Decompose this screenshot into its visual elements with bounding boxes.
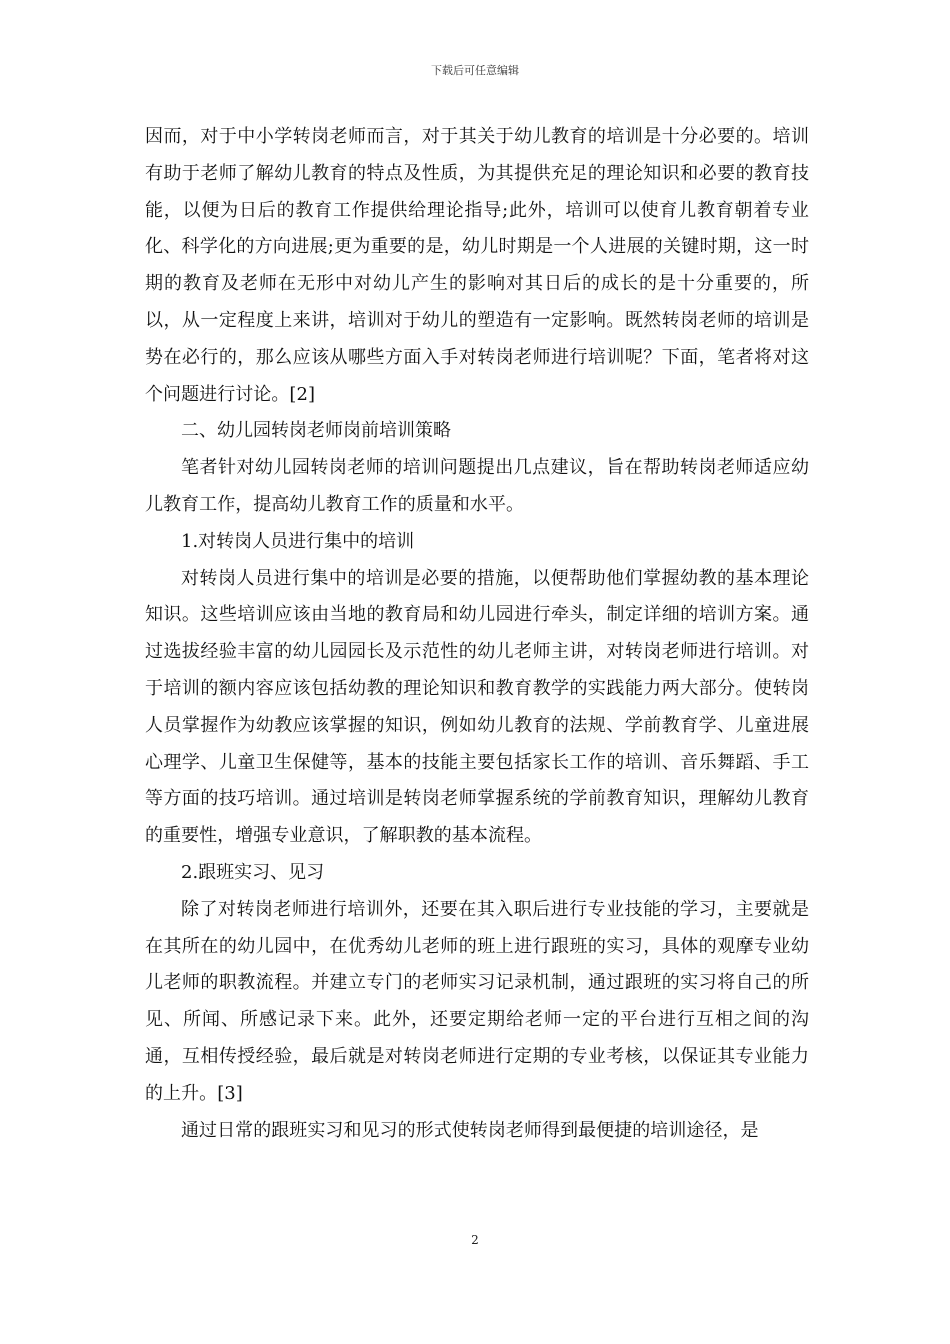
- subheading-1: 1.对转岗人员进行集中的培训: [181, 530, 415, 552]
- paragraph-5: 通过日常的跟班实习和见习的形式使转岗老师得到最便捷的培训途径，是: [181, 1119, 759, 1141]
- section-heading: 二、幼儿园转岗老师岗前培训策略: [181, 420, 451, 442]
- page-header: 下载后可任意编辑: [431, 64, 519, 77]
- paragraph-2: 笔者针对幼儿园转岗老师的培训问题提出几点建议，旨在帮助转岗老师适应幼儿教育工作，提高幼儿教育工作的质量和水平。: [145, 457, 809, 515]
- subheading-2: 2.跟班实习、见习: [181, 861, 325, 883]
- paragraph-4: 除了对转岗老师进行培训外，还要在其入职后进行专业技能的学习，主要就是在其所在的幼儿园中，在优秀幼儿老师的班上进行跟班的实习，具体的观摩专业幼儿老师的职教流程。并建立专门的老师实习记录机制，通过跟班的实习将自己的所见、所闻、所感记录下来。此外，还要定期给老师一定的平台进行互相之间的沟通，互相传授经验，最后就是对转岗老师进行定期的专业考核，以保证其专业能力的上升。[3]: [145, 898, 809, 1104]
- document-body: [145, 119, 809, 1149]
- paragraph-3: 对转岗人员进行集中的培训是必要的措施，以便帮助他们掌握幼教的基本理论知识。这些培训应该由当地的教育局和幼儿园进行牵头，制定详细的培训方案。通过选拔经验丰富的幼儿园园长及示范性的幼儿老师主讲，对转岗老师进行培训。对于培训的额内容应该包括幼教的理论知识和教育教学的实践能力两大部分。使转岗人员掌握作为幼教应该掌握的知识，例如幼儿教育的法规、学前教育学、儿童进展心理学、儿童卫生保健等，基本的技能主要包括家长工作的培训、音乐舞蹈、手工等方面的技巧培训。通过培训是转岗老师掌握系统的学前教育知识，理解幼儿教育的重要性，增强专业意识，了解职教的基本流程。: [145, 567, 809, 847]
- page-number: 2: [471, 1233, 479, 1247]
- paragraph-1: 因而，对于中小学转岗老师而言，对于其关于幼儿教育的培训是十分必要的。培训有助于老师了解幼儿教育的特点及性质，为其提供充足的理论知识和必要的教育技能，以便为日后的教育工作提供给理论指导;此外，培训可以使育儿教育朝着专业化、科学化的方向进展;更为重要的是，幼儿时期是一个人进展的关键时期，这一时期的教育及老师在无形中对幼儿产生的影响对其日后的成长的是十分重要的，所以，从一定程度上来讲，培训对于幼儿的塑造有一定影响。既然转岗老师的培训是势在必行的，那么应该从哪些方面入手对转岗老师进行培训呢？下面，笔者将对这个问题进行讨论。[2]: [145, 126, 809, 405]
